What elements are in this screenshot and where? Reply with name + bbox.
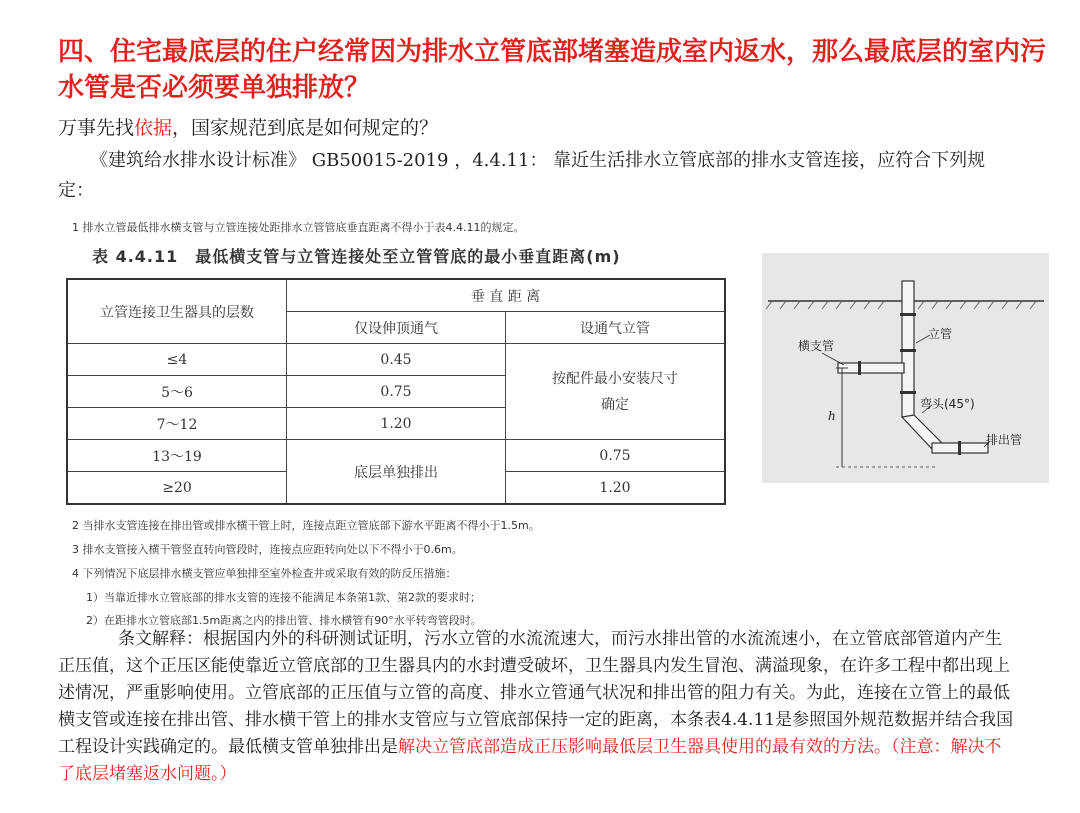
rule-2: 2 当排水支管连接在排出管或排水横干管上时，连接点距立管底部下游水平距离不得小于1.5m。 <box>72 519 540 532</box>
cell-top-vent: 0.75 <box>287 376 506 408</box>
pipe-diagram <box>762 253 1049 483</box>
cell-floors: ≤4 <box>67 344 287 376</box>
label-elbow: 弯头(45°) <box>920 397 975 411</box>
cell-floors: 7～12 <box>67 408 287 440</box>
intro-line <box>58 114 438 142</box>
explanation-body: 条文解释：根据国内外的科研测试证明，污水立管的水流流速大，而污水排出管的水流流速小，在立管底部管道内产生正压值，这个正压区能使靠近立管底部的卫生器具内的水封遭受破坏，卫生器具内发生冒泡、满溢现象，在许多工程中都出现上述情况，严重影响使用。立管底部的正压值与立管的高度、排水立管通气状况和排出管的阻力有关。为此，连接在立管上的最低横支管或连接在排出管、排水横干管上的排水支管应与立管底部保持一定的距离，本条表4.4.11是参照国外规范数据并结合我国工程设计实践确定的。最低横支管单独排出是 <box>58 629 1014 757</box>
page-title: 四、住宅最底层的住户经常因为排水立管底部堵塞造成室内返水，那么最底层的室内污水管是否必须要单独排放？ <box>58 37 1047 103</box>
label-h: h <box>828 409 836 423</box>
rule-4-2: 2）在距排水立管底部1.5m距离之内的排出管、排水横管有90°水平转弯管段时。 <box>86 614 482 627</box>
cell-merged-top-vent: 底层单独排出 <box>287 440 506 505</box>
intro-after: ，国家规范到底是如何规定的？ <box>172 117 439 139</box>
cell-top-vent: 0.45 <box>287 344 506 376</box>
cell-floors: 5～6 <box>67 376 287 408</box>
distance-table <box>66 278 726 505</box>
cell-top-vent: 1.20 <box>287 408 506 440</box>
explanation <box>58 626 1018 788</box>
rule-3: 3 排水支管接入横干管竖直转向管段时，连接点应距转向处以下不得小于0.6m。 <box>72 543 463 556</box>
intro-highlight: 依据 <box>134 117 173 139</box>
header-vent-stack: 设通气立管 <box>506 312 726 344</box>
cell-vent-stack: 0.75 <box>506 440 726 472</box>
pipe-diagram-photo <box>762 253 1049 483</box>
cell-merged-vent-stack: 按配件最小安装尺寸确定 <box>506 344 726 440</box>
label-outlet: 排出管 <box>986 433 1023 447</box>
cell-floors: 13～19 <box>67 440 287 472</box>
explanation-highlight: 解决立管底部造成正压影响最低层卫生器具使用的最有效的方法。（注意：解决不了底层堵塞返水问题。） <box>58 737 1002 784</box>
standard-citation: 《建筑给水排水设计标准》 GB50015-2019 ，4.4.11： 靠近生活排水立管底部的排水支管连接，应符合下列规定： <box>58 150 986 201</box>
rule-4: 4 下列情况下底层排水横支管应单独排至室外检查井或采取有效的防反压措施： <box>72 567 457 580</box>
intro-before: 万事先找 <box>58 117 135 139</box>
header-floors: 立管连接卫生器具的层数 <box>67 279 287 344</box>
explanation-text <box>58 626 1018 788</box>
header-vertical: 垂 直 距 离 <box>287 279 726 312</box>
cell-vent-stack: 1.20 <box>506 472 726 505</box>
rule-1: 1 排水立管最低排水横支管与立管连接处距排水立管管底垂直距离不得小于表4.4.11的规定。 <box>72 221 525 234</box>
label-stack: 立管 <box>928 327 953 341</box>
label-branch: 横支管 <box>798 339 835 353</box>
table-caption: 表 4.4.11 最低横支管与立管连接处至立管管底的最小垂直距离(m) <box>92 247 621 266</box>
header-top-vent: 仅设伸顶通气 <box>287 312 506 344</box>
cell-floors: ≥20 <box>67 472 287 505</box>
rule-4-1: 1）当靠近排水立管底部的排水支管的连接不能满足本条第1款、第2款的要求时； <box>86 591 481 604</box>
